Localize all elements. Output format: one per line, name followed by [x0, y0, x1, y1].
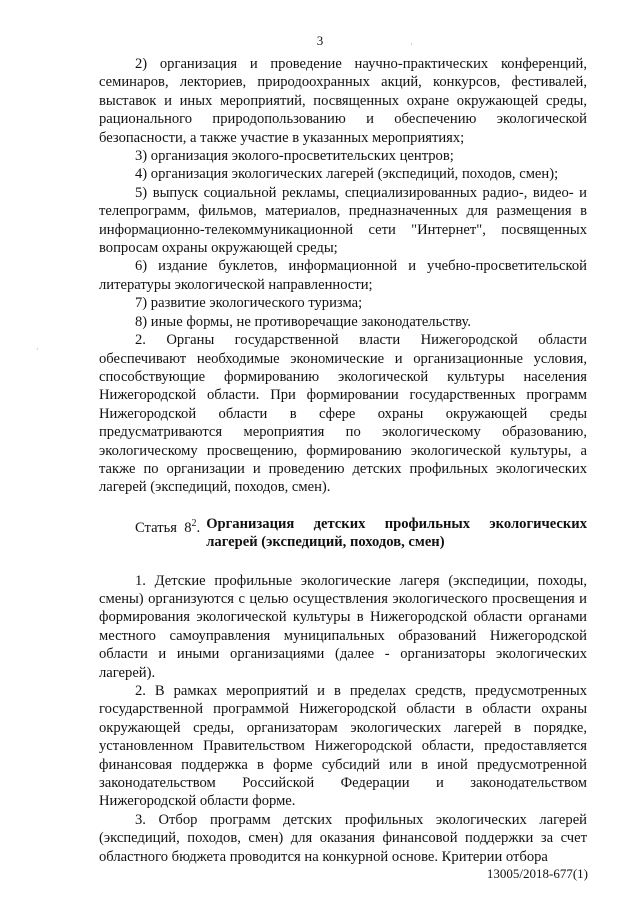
- scan-speck: ·: [36, 345, 39, 354]
- paragraph-forms-6: 6) издание буклетов, информационной и учебно-просветительской литературы экологической направленности;: [99, 258, 587, 293]
- paragraph-forms-7: 7) развитие экологического туризма;: [135, 295, 363, 312]
- article-heading: [99, 515, 587, 552]
- document-id: 13005/2018-677(1): [486, 866, 588, 881]
- article-title: Организация детских профильных экологических лагерей (экспедиций, походов, смен): [206, 515, 587, 551]
- paragraph-article-1: 1. Детские профильные экологические лагеря (экспедиции, походы, смены) организуются с целью осуществления экологического просвещения и формирования экологической культуры в Нижегородской области органами местного самоуправления муниципальных образований Нижегородской области и иными организациями (далее - организаторы экологических лагерей).: [99, 572, 587, 681]
- paragraph-section-2: 2. Органы государственной власти Нижегородской области обеспечивают необходимые экономические и организационные условия, способствующие формированию экологической культуры населения Нижегородской области. При формировании государственных программ Нижегородской области в сфере охраны окружающей среды предусматриваются мероприятия по экологическому образованию, экологическому просвещению, формированию экологической культуры, а также по организации и проведению детских профильных экологических лагерей (экспедиций, походов, смен).: [99, 332, 587, 496]
- page-number: 3: [316, 33, 324, 48]
- paragraph-forms-3: 3) организация эколого-просветительских центров;: [135, 148, 454, 165]
- paragraph-article-3: 3. Отбор программ детских профильных экологических лагерей (экспедиций, походов, смен) для оказания финансовой поддержки за счет областного бюджета проводится на конкурной основе. Критерии отбора: [99, 811, 587, 865]
- article-superscript: 2: [191, 517, 197, 529]
- document-body: [99, 55, 587, 866]
- paragraph-forms-2: 2) организация и проведение научно-практических конференций, семинаров, лекториев, природоохранных акций, конкурсов, фестивалей, выставок и иных мероприятий, посвященных охране окружающей среды, рационального природопользованию и обеспечению экологической безопасности, а также участие в указанных мероприятиях;: [99, 56, 587, 146]
- article-number: 8: [184, 519, 192, 536]
- paragraph-forms-4: 4) организация экологических лагерей (экспедиций, походов, смен);: [135, 166, 559, 183]
- article-word: Статья: [135, 519, 177, 536]
- paragraph-forms-8: 8) иные формы, не противоречащие законодательству.: [135, 313, 471, 330]
- article-label: Статья $8^2$.: [135, 517, 201, 536]
- paragraph-forms-5: 5) выпуск социальной рекламы, специализированных радио-, видео- и телепрограмм, фильмов, материалов, предназначенных для размещения в информационно-телекоммуникационной сети "Интернет", посвященных вопросам охраны окружающей среды;: [99, 184, 587, 257]
- scan-speck: ·: [410, 40, 413, 49]
- paragraph-article-2: 2. В рамках мероприятий и в пределах средств, предусмотренных государственной программой Нижегородской области в области охраны окружающей среды, организаторам экологических лагерей в порядке, установленном Правительством Нижегородской области, предоставляется финансовая поддержка в форме субсидий или в иной предусмотренной законодательством Российской Федерации и законодательством Нижегородской области форме.: [99, 683, 587, 810]
